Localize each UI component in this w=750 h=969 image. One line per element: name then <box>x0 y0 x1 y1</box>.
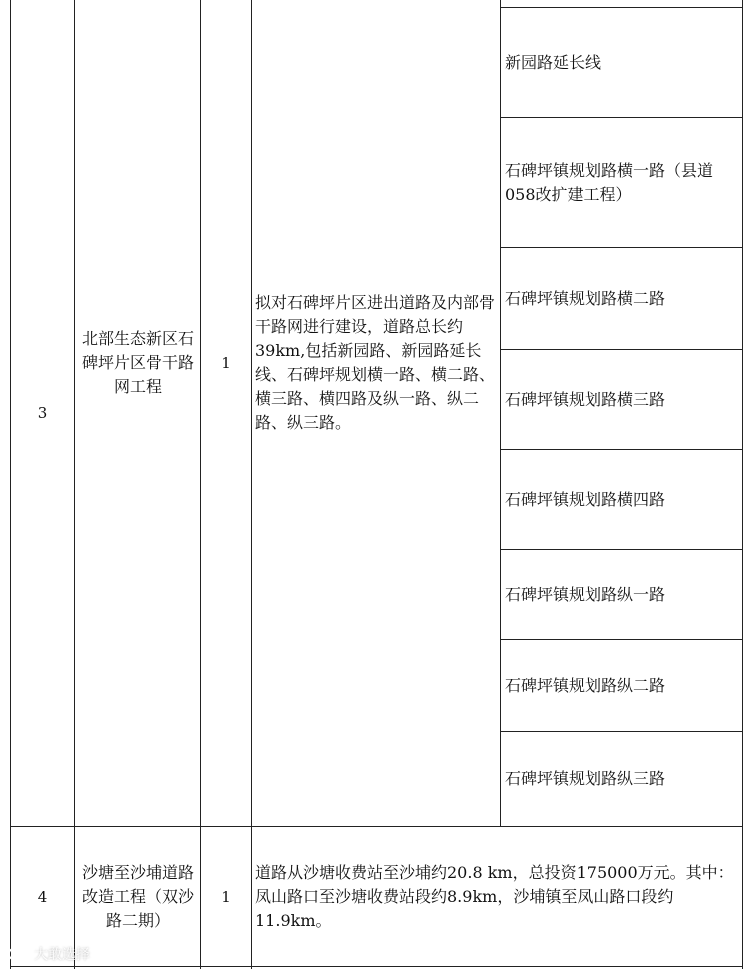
road-item-text: 石碑坪镇规划路纵三路 <box>505 769 666 788</box>
road-item-text: 新园路延长线 <box>505 52 602 72</box>
row3-description <box>255 0 497 726</box>
road-item <box>505 450 737 549</box>
road-item <box>505 8 737 117</box>
table-border-col1 <box>74 0 75 969</box>
road-item-text: 石碑坪镇规划路横四路 <box>505 489 666 509</box>
row4-description-text: 道路从沙塘收费站至沙埔约20.8 km，总投资175000万元。其中：凤山路口至沙塘收费站段约8.9km，沙埔镇至凤山路口段约11.9km。 <box>255 862 734 930</box>
row4-count <box>201 827 251 966</box>
table-border-bottom <box>10 966 742 967</box>
row4-name <box>78 827 198 966</box>
row3-description-text: 拟对石碑坪片区进出道路及内部骨干路网进行建设，道路总长约39km,包括新园路、新园路延长线、石碑坪规划横一路、横二路、横三路、横四路及纵一路、纵二路、纵三路。 <box>255 293 496 432</box>
table-border-col3 <box>251 0 252 969</box>
row4-description <box>255 827 739 966</box>
road-item <box>505 550 737 639</box>
road-item-text: 石碑坪镇规划路纵二路 <box>505 675 666 695</box>
road-item <box>505 248 737 349</box>
row3-seq <box>11 0 74 826</box>
road-item <box>505 732 737 826</box>
row3-name-text: 北部生态新区石碑坪片区骨干路网工程 <box>81 329 194 396</box>
watermark-text: 大敢选择 <box>34 947 90 963</box>
row3-seq-text: 3 <box>37 404 48 422</box>
row3-name <box>80 0 196 726</box>
table-border-col4 <box>500 0 501 826</box>
road-item-text: 石碑坪镇规划路横三路 <box>505 389 666 409</box>
road-item-text: 石碑坪镇规划路横一路（县道058改扩建工程） <box>505 160 714 204</box>
row4-count-text: 1 <box>221 887 231 906</box>
table-border-right <box>742 0 743 969</box>
row4-name-text: 沙塘至沙埔道路改造工程（双沙路二期） <box>81 862 194 930</box>
row4-seq-text: 4 <box>37 887 48 906</box>
watermark <box>8 944 90 964</box>
road-item-text: 石碑坪镇规划路横二路 <box>505 288 666 308</box>
road-item-text: 石碑坪镇规划路纵一路 <box>505 584 666 604</box>
road-item <box>505 640 737 731</box>
watermark-logo-icon <box>8 946 30 962</box>
row3-count <box>201 0 251 726</box>
road-item <box>505 118 737 247</box>
row3-count-text: 1 <box>221 354 231 372</box>
road-item <box>505 350 737 449</box>
